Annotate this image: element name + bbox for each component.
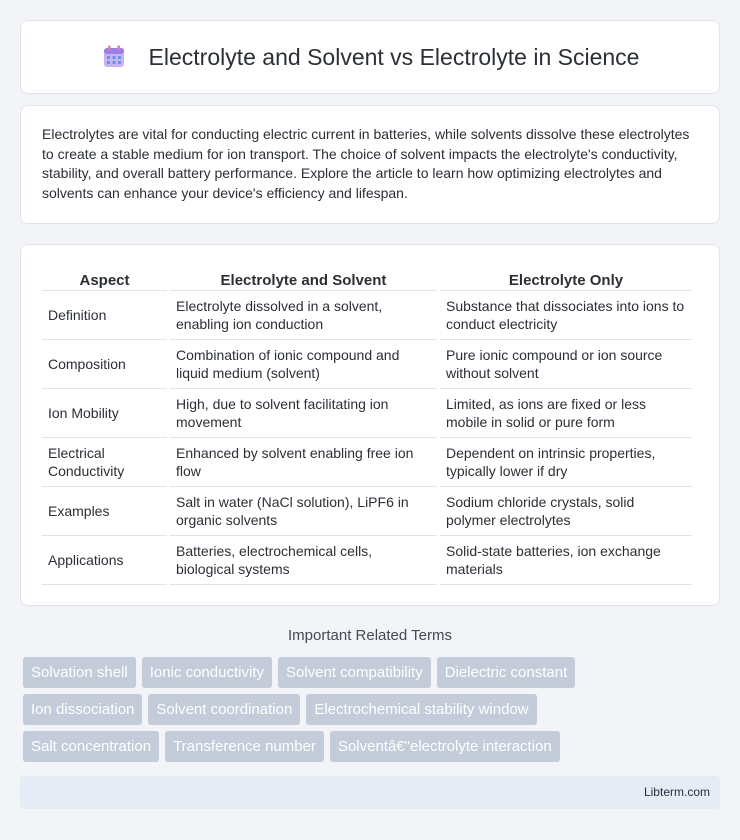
tag-electrochemical-stability-window[interactable]: Electrochemical stability window bbox=[306, 694, 536, 725]
tag-transference-number[interactable]: Transference number bbox=[165, 731, 324, 762]
footer-site-link[interactable]: Libterm.com bbox=[643, 785, 710, 799]
table-row bbox=[42, 536, 692, 585]
comparison-table-card bbox=[20, 244, 720, 606]
table-row bbox=[42, 487, 692, 536]
table-row bbox=[42, 340, 692, 389]
tag-row bbox=[23, 657, 723, 688]
row-electrolyte-and-solvent: Salt in water (NaCl solution), LiPF6 in organic solvents bbox=[170, 487, 437, 536]
tag-row bbox=[23, 731, 723, 762]
row-electrolyte-only: Dependent on intrinsic properties, typically lower if dry bbox=[440, 438, 692, 487]
row-electrolyte-only: Solid-state batteries, ion exchange materials bbox=[440, 536, 692, 585]
table-row bbox=[42, 438, 692, 487]
tag-solvent-compatibility[interactable]: Solvent compatibility bbox=[278, 657, 431, 688]
tag-ionic-conductivity[interactable]: Ionic conductivity bbox=[142, 657, 272, 688]
header-aspect: Aspect bbox=[42, 265, 167, 291]
table-header-row bbox=[42, 265, 692, 291]
row-aspect: Examples bbox=[42, 487, 167, 536]
row-aspect: Definition bbox=[42, 291, 167, 340]
row-electrolyte-only: Sodium chloride crystals, solid polymer electrolytes bbox=[440, 487, 692, 536]
row-electrolyte-and-solvent: Combination of ionic compound and liquid medium (solvent) bbox=[170, 340, 437, 389]
tag-solvent-coordination[interactable]: Solvent coordination bbox=[148, 694, 300, 725]
header-electrolyte-only: Electrolyte Only bbox=[440, 265, 692, 291]
row-aspect: Applications bbox=[42, 536, 167, 585]
row-aspect: Ion Mobility bbox=[42, 389, 167, 438]
footer bbox=[20, 776, 720, 809]
title-card bbox=[20, 20, 720, 94]
tag-solvation-shell[interactable]: Solvation shell bbox=[23, 657, 136, 688]
tag-salt-concentration[interactable]: Salt concentration bbox=[23, 731, 159, 762]
intro-text: Electrolytes are vital for conducting electric current in batteries, while solvents dissolve these electrolytes to create a stable medium for ion transport. The choice of solvent impacts the electrolyte's conductivity, stability, and overall battery performance. Explore the article to learn how optimizing electrolytes and solvents can enhance your device's efficiency and lifespan. bbox=[42, 126, 690, 201]
table-row bbox=[42, 291, 692, 340]
header-electrolyte-and-solvent: Electrolyte and Solvent bbox=[170, 265, 437, 291]
row-electrolyte-only: Pure ionic compound or ion source without solvent bbox=[440, 340, 692, 389]
tag-solvent-electrolyte-interaction[interactable]: Solventâ€"electrolyte interaction bbox=[330, 731, 560, 762]
page-title: Electrolyte and Solvent vs Electrolyte in Science bbox=[148, 43, 640, 70]
intro-card bbox=[20, 105, 720, 224]
table-row bbox=[42, 389, 692, 438]
comparison-table bbox=[39, 265, 695, 585]
row-aspect: Composition bbox=[42, 340, 167, 389]
row-electrolyte-only: Substance that dissociates into ions to conduct electricity bbox=[440, 291, 692, 340]
tag-ion-dissociation[interactable]: Ion dissociation bbox=[23, 694, 142, 725]
row-electrolyte-and-solvent: Enhanced by solvent enabling free ion flow bbox=[170, 438, 437, 487]
row-electrolyte-and-solvent: High, due to solvent facilitating ion movement bbox=[170, 389, 437, 438]
row-electrolyte-and-solvent: Electrolyte dissolved in a solvent, enabling ion conduction bbox=[170, 291, 437, 340]
row-electrolyte-only: Limited, as ions are fixed or less mobile in solid or pure form bbox=[440, 389, 692, 438]
row-electrolyte-and-solvent: Batteries, electrochemical cells, biological systems bbox=[170, 536, 437, 585]
row-aspect: Electrical Conductivity bbox=[42, 438, 167, 487]
calendar-icon bbox=[101, 44, 127, 70]
related-terms bbox=[23, 657, 723, 768]
tag-dielectric-constant[interactable]: Dielectric constant bbox=[437, 657, 576, 688]
tag-row bbox=[23, 694, 723, 725]
related-terms-heading: Important Related Terms bbox=[288, 627, 452, 644]
